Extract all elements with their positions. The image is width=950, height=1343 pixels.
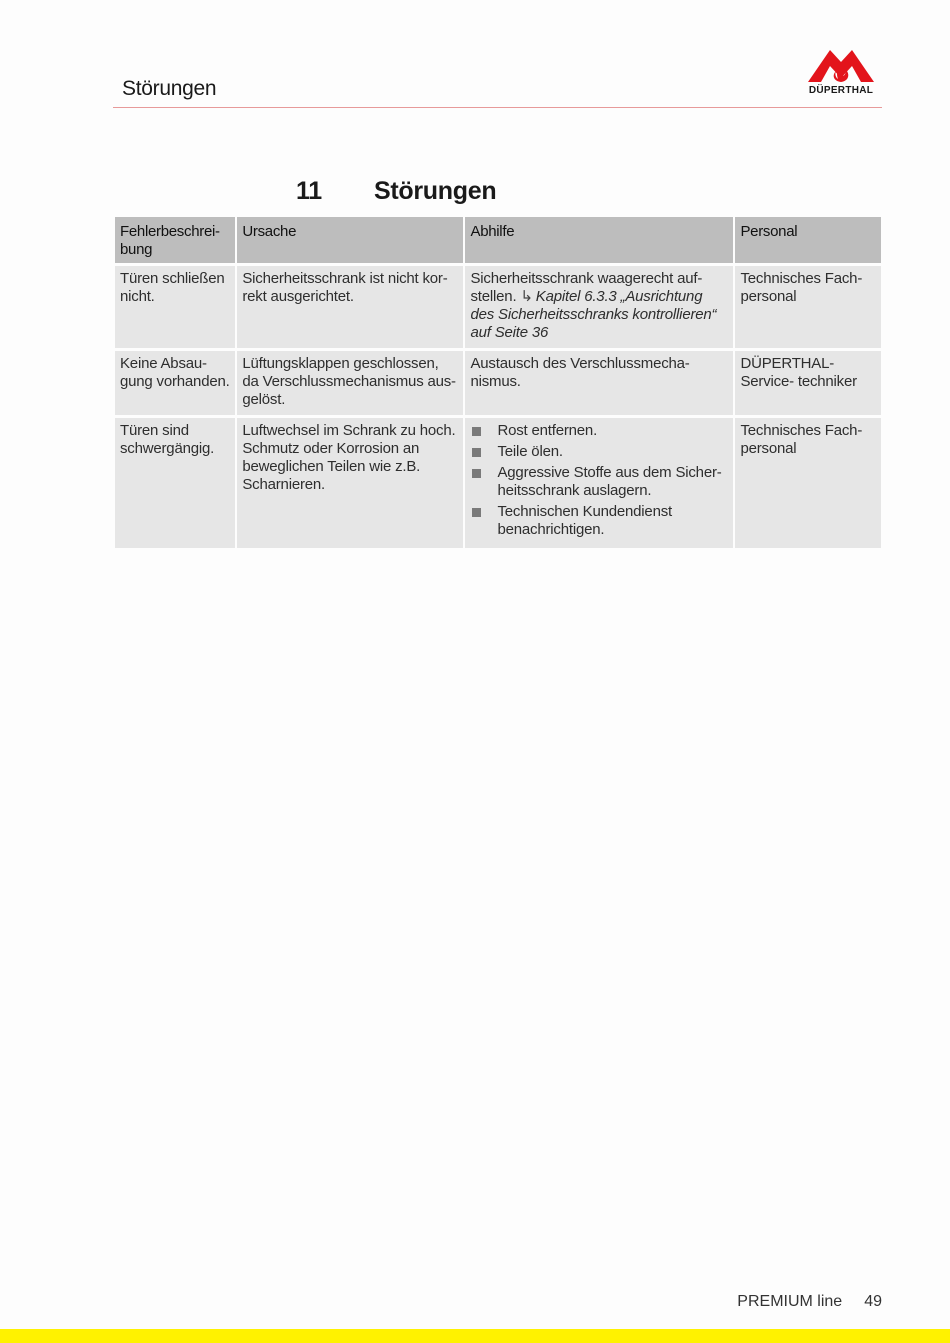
remedy-list-item: [470, 443, 728, 461]
page-footer: [737, 1293, 882, 1311]
cell-cause: Sicherheitsschrank ist nicht kor- rekt ausgerichtet.: [237, 266, 463, 348]
square-bullet-icon: [472, 448, 481, 457]
cell-description: Keine Absau- gung vorhanden.: [115, 351, 235, 415]
cross-reference-link[interactable]: Kapitel 6.3.3 „Ausrichtung des Sicherheitsschranks kontrollieren“ auf Seite 36: [470, 288, 717, 341]
remedy-item-text: Aggressive Stoffe aus dem Sicher- heitsschrank auslagern.: [497, 464, 722, 499]
header-title: Störungen: [122, 77, 217, 100]
remedy-item-text: Rost entfernen.: [497, 422, 598, 439]
remedy-list: [470, 422, 728, 539]
column-header-personnel: Personal: [735, 217, 881, 263]
cell-description: Türen schließen nicht.: [115, 266, 235, 348]
square-bullet-icon: [472, 427, 481, 436]
remedy-item-text: Teile ölen.: [497, 443, 563, 460]
cell-personnel: DÜPERTHAL-Service- techniker: [735, 351, 881, 415]
remedy-list-item: [470, 503, 728, 539]
table-row: [115, 351, 881, 415]
cell-description: Türen sind schwergängig.: [115, 418, 235, 548]
column-header-description: Fehlerbeschrei- bung: [115, 217, 235, 263]
page-number: 49: [864, 1293, 882, 1310]
cell-personnel: Technisches Fach- personal: [735, 266, 881, 348]
troubleshooting-table: [113, 214, 883, 551]
footer-product-line: PREMIUM line: [737, 1293, 843, 1310]
table-row: [115, 418, 881, 548]
column-header-cause: Ursache: [237, 217, 463, 263]
square-bullet-icon: [472, 508, 481, 517]
footer-accent-bar: [0, 1329, 950, 1343]
cell-personnel: Technisches Fach- personal: [735, 418, 881, 548]
header-divider: [113, 107, 882, 108]
remedy-text: Sicherheitsschrank waagerecht auf- stellen.: [470, 270, 703, 305]
cell-remedy: Austausch des Verschlussmecha- nismus.: [465, 351, 733, 415]
chapter-title: Störungen: [374, 177, 497, 205]
table-header-row: [115, 217, 881, 263]
cell-remedy: [465, 418, 733, 548]
column-header-remedy: Abhilfe: [465, 217, 733, 263]
cell-cause: Luftwechsel im Schrank zu hoch. Schmutz oder Korrosion an beweglichen Teilen wie z.B. Scharnieren.: [237, 418, 463, 548]
remedy-list-item: [470, 422, 728, 440]
chapter-heading: [296, 177, 496, 206]
cell-remedy: [465, 266, 733, 348]
cross-reference-icon: ↳: [520, 288, 533, 305]
flame-logo-icon: [806, 48, 876, 84]
table-row: [115, 266, 881, 348]
remedy-item-text: Technischen Kundendienst benachrichtigen.: [497, 503, 672, 538]
remedy-list-item: [470, 464, 728, 500]
cell-cause: Lüftungsklappen geschlossen, da Verschlussmechanismus aus- gelöst.: [237, 351, 463, 415]
logo-text: DÜPERTHAL: [808, 85, 874, 96]
chapter-number: 11: [296, 177, 322, 205]
square-bullet-icon: [472, 469, 481, 478]
brand-logo: [801, 48, 881, 100]
